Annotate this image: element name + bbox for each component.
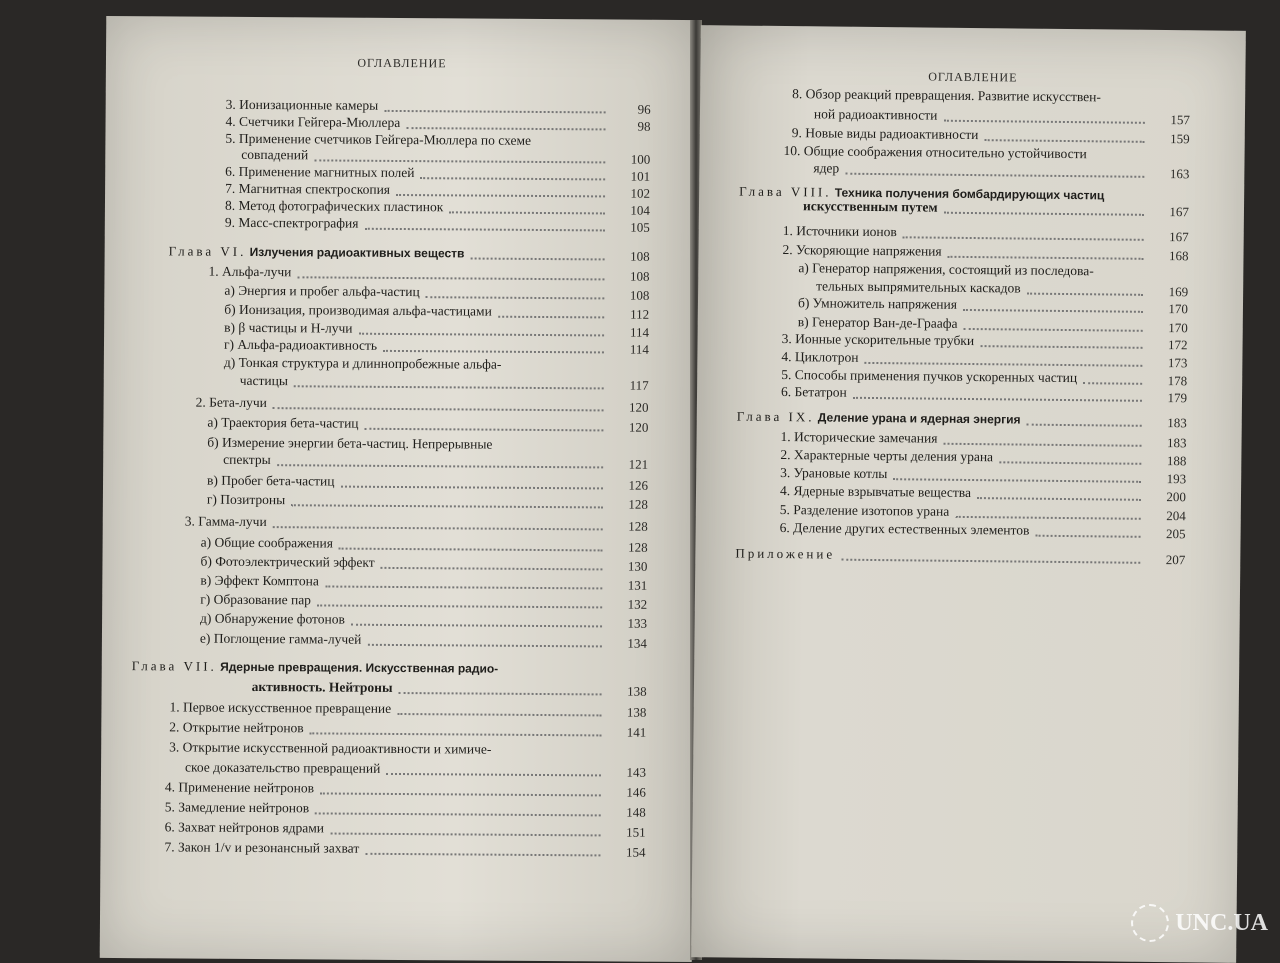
entry-title: е) Поглощение гамма-лучей (199, 630, 362, 647)
toc-entry (783, 223, 897, 240)
dot-leader (277, 464, 603, 468)
toc-entry (798, 295, 957, 313)
dot-leader (386, 773, 601, 776)
page-number: 183 (1166, 435, 1187, 451)
page-number: 134 (627, 635, 647, 651)
toc-entry (207, 415, 358, 432)
dot-leader (397, 713, 601, 716)
entry-title: 2. Ускоряющие напряжения (782, 242, 942, 259)
entry-title: 3. Гамма-лучи (184, 513, 267, 530)
entry-title: д) Обнаружение фотонов (200, 610, 345, 627)
page-number: 167 (1169, 229, 1189, 245)
toc-entry (252, 679, 393, 696)
toc-entry (798, 314, 958, 332)
entry-title: 3. Открытие искусственной радиоактивности и химиче- (169, 739, 492, 757)
entry-title: 2. Открытие нейтронов (169, 719, 304, 736)
chapter-heading (132, 658, 499, 677)
toc-entry (781, 367, 1077, 386)
page-number: 138 (626, 704, 647, 720)
chapter-title: Ядерные превращения. Искусственная радио- (220, 659, 499, 676)
toc-entry (224, 283, 419, 300)
toc-entry (200, 592, 311, 609)
dot-leader (314, 159, 605, 163)
entry-title: 5. Замедление нейтронов (164, 799, 310, 816)
entry-title: 6. Применение магнитных полей (225, 163, 415, 181)
entry-title: 7. Магнитная спектроскопия (225, 180, 391, 197)
entry-title: 2. Характерные черты деления урана (780, 447, 994, 465)
page-number: 128 (628, 539, 648, 555)
toc-entry (813, 160, 839, 176)
dot-leader (359, 333, 604, 337)
toc-entry (208, 264, 291, 281)
page-number: 157 (1170, 112, 1191, 128)
toc-entry (792, 125, 979, 143)
page-number: 128 (628, 518, 648, 534)
dot-leader (351, 624, 602, 628)
toc-entry (803, 198, 938, 215)
chapter-title: искусственным путем (802, 198, 938, 215)
entry-title: ское доказательство превращений (185, 759, 381, 776)
entry-title: тельных выпрямительных каскадов (816, 278, 1021, 296)
chapter-label: Глава VII. (131, 658, 217, 674)
entry-title: 4. Ядерные взрывчатые вещества (779, 483, 972, 501)
toc-entry (223, 452, 271, 468)
dot-leader (498, 316, 604, 319)
dot-leader (449, 211, 605, 214)
entry-title: 9. Новые виды радиоактивности (791, 125, 979, 143)
entry-title: 6. Деление других естественных элементов (779, 520, 1030, 538)
dot-leader (320, 792, 601, 796)
page-number: 170 (1168, 301, 1189, 317)
dot-leader (841, 559, 1140, 564)
entry-title: ядер (813, 160, 840, 176)
dot-leader (944, 120, 1145, 124)
page-number: 104 (630, 202, 651, 218)
dot-leader (853, 397, 1142, 402)
entry-title: 1. Источники ионов (782, 223, 897, 240)
page-number: 148 (626, 804, 646, 820)
page-number: 101 (630, 168, 651, 184)
chapter-title: Излучения радиоактивных веществ (249, 244, 465, 261)
entry-title: в) Эффект Комптона (200, 572, 319, 589)
dot-leader (1027, 293, 1143, 296)
toc-entry (781, 349, 858, 366)
page-number: 154 (625, 844, 646, 860)
dot-leader (383, 350, 604, 354)
page-number: 133 (627, 615, 648, 631)
toc-entry (226, 97, 379, 114)
entry-title: 10. Общие соображения относительно устойчивости (783, 143, 1087, 162)
page-number: 108 (629, 268, 650, 284)
entry-title: совпадений (241, 146, 309, 163)
chapter-title: Техника получения бомбардирующих частиц (834, 185, 1105, 203)
page-number: 112 (630, 306, 650, 322)
entry-title: частицы (239, 372, 289, 389)
entry-title: 3. Ионные ускорительные трубки (781, 331, 975, 349)
entry-title: в) β частицы и H-лучи (224, 319, 353, 336)
dot-leader (341, 486, 603, 490)
dot-leader (1027, 424, 1142, 427)
dot-leader (399, 692, 602, 695)
dot-leader (310, 732, 602, 736)
toc-entry (201, 535, 333, 552)
toc-entry (781, 429, 938, 447)
chapter-label: Глава VI. (168, 243, 247, 259)
toc-entry (814, 106, 938, 123)
entry-title: 7. Закон 1/v и резонансный захват (164, 839, 360, 856)
toc-entry (225, 164, 414, 181)
page-number: 138 (627, 683, 647, 699)
page-number: 172 (1167, 337, 1188, 353)
toc-entry (781, 384, 847, 401)
page-number: 200 (1166, 489, 1187, 505)
toc-entry (240, 373, 288, 389)
chapter-label: Глава VIII. (739, 183, 832, 200)
page-number: 143 (626, 764, 647, 780)
entry-title: 5. Способы применения пучков ускоренных частиц (781, 367, 1078, 386)
page-number: 188 (1166, 453, 1187, 469)
entry-title: 4. Применение нейтронов (164, 779, 315, 796)
page-number: 128 (628, 496, 648, 512)
toc-entry (224, 302, 492, 320)
dot-leader (365, 853, 600, 857)
toc-entry (164, 839, 359, 856)
dot-leader (365, 428, 604, 432)
toc-entry (185, 760, 380, 777)
dot-leader (364, 228, 604, 232)
page-number: 207 (1165, 552, 1186, 568)
entry-title: 6. Бетатрон (780, 384, 847, 400)
toc-entry (196, 395, 267, 411)
right-page (691, 25, 1246, 963)
page-number: 193 (1166, 471, 1187, 487)
page-number: 173 (1167, 355, 1188, 371)
dot-leader (325, 585, 602, 589)
dot-leader (367, 644, 601, 648)
toc-entry (169, 739, 491, 757)
entry-title: 4. Циклотрон (781, 349, 859, 365)
entry-title: а) Генератор напряжения, состоящий из последова- (798, 260, 1094, 279)
entry-title: 1. Альфа-лучи (208, 263, 292, 280)
toc-entry (780, 447, 993, 465)
toc-entry (798, 260, 1094, 279)
entry-title: 9. Масс-спектрография (224, 214, 359, 231)
toc-entry (200, 631, 362, 648)
page-number: 183 (1167, 415, 1187, 431)
toc-entry (225, 215, 359, 232)
dot-leader (963, 309, 1143, 313)
dot-leader (865, 362, 1143, 367)
chapter-heading (169, 243, 465, 261)
chapter-label: Приложение (735, 545, 836, 562)
page-number: 100 (630, 151, 651, 167)
entry-title: 1. Исторические замечания (780, 429, 938, 446)
page-number: 98 (637, 118, 651, 134)
dot-leader (948, 256, 1144, 260)
entry-title: 3. Ионизационные камеры (225, 96, 379, 113)
entry-title: б) Фотоэлектрический эффект (200, 553, 375, 570)
dot-leader (1083, 382, 1142, 385)
left-page (100, 16, 699, 962)
sun-logo-icon (1131, 904, 1169, 942)
entry-title: г) Образование пар (200, 591, 312, 608)
toc-entry (169, 719, 303, 736)
toc-entry (225, 181, 390, 198)
entry-title: спектры (223, 451, 271, 468)
page-number: 159 (1170, 131, 1190, 147)
entry-title: а) Траектория бета-частиц (207, 414, 359, 431)
dot-leader (999, 461, 1141, 464)
toc-entry (207, 492, 285, 509)
toc-entry (782, 242, 941, 260)
page-number: 114 (629, 341, 650, 357)
dot-leader (426, 296, 605, 299)
entry-title: б) Ионизация, производимая альфа-частицами (224, 301, 492, 319)
dot-leader (977, 497, 1141, 501)
toc-entry (165, 819, 325, 836)
page-number: 146 (626, 784, 646, 800)
page-number: 179 (1167, 390, 1188, 406)
dot-leader (396, 194, 605, 197)
dot-leader (984, 139, 1144, 143)
dot-leader (421, 177, 606, 180)
dot-leader (297, 276, 604, 280)
dot-leader (273, 526, 603, 530)
entry-title: в) Пробег бета-частиц (207, 472, 335, 489)
dot-leader (406, 127, 605, 130)
watermark (1131, 904, 1268, 942)
page-number: 163 (1169, 166, 1190, 182)
entry-title: 1. Первое искусственное превращение (169, 699, 392, 716)
page-number: 102 (630, 185, 651, 201)
toc-entry (780, 483, 971, 501)
left-header: ОГЛАВЛЕНИЕ (357, 55, 447, 71)
page-number: 121 (628, 456, 649, 472)
dot-leader (845, 173, 1144, 178)
page-number: 108 (629, 287, 650, 303)
page-number: 117 (629, 377, 649, 393)
dot-leader (1035, 535, 1140, 538)
entry-title: 2. Бета-лучи (195, 394, 267, 411)
chapter-heading (737, 409, 1021, 428)
entry-title: 6. Захват нейтронов ядрами (164, 819, 325, 836)
dot-leader (894, 478, 1142, 483)
page-number: 205 (1166, 526, 1186, 542)
entry-title: 5. Разделение изотопов урана (779, 502, 950, 519)
toc-entry (224, 320, 353, 337)
entry-title: а) Общие соображения (200, 534, 334, 551)
toc-entry (200, 554, 374, 571)
chapter-title: Деление урана и ядерная энергия (817, 410, 1021, 427)
dot-leader (294, 385, 604, 389)
page-number: 126 (628, 477, 649, 493)
toc-entry (241, 147, 308, 163)
entry-title: б) Умножитель напряжения (797, 295, 958, 312)
toc-entry (224, 337, 377, 354)
dot-leader (339, 548, 603, 552)
page-number: 131 (627, 577, 648, 593)
entry-title: а) Энергия и пробег альфа-частиц (224, 282, 420, 300)
page-number: 168 (1168, 248, 1189, 264)
entry-title: 5. Применение счетчиков Гейгера-Мюллера по схеме (225, 130, 532, 148)
page-number: 108 (630, 248, 650, 264)
entry-title: д) Тонкая структура и длиннопробежные альфа- (223, 354, 502, 372)
entry-title: 4. Счетчики Гейгера-Мюллера (225, 113, 401, 130)
toc-entry (783, 143, 1086, 162)
chapter-heading (735, 546, 835, 563)
dot-leader (315, 812, 601, 816)
dot-leader (273, 407, 604, 411)
entry-title: г) Позитроны (206, 491, 286, 508)
page-number: 120 (629, 399, 649, 415)
toc-entry (780, 502, 950, 520)
entry-title: 8. Метод фотографических пластинок (224, 197, 444, 215)
dot-leader (944, 443, 1142, 447)
dot-leader (381, 567, 603, 571)
dot-leader (944, 212, 1144, 216)
page-number: 170 (1168, 320, 1188, 336)
dot-leader (384, 110, 605, 114)
toc-entry (224, 355, 502, 373)
toc-entry (185, 514, 267, 531)
page-number: 204 (1166, 508, 1186, 524)
dot-leader (317, 604, 602, 608)
entry-title: ной радиоактивности (813, 106, 938, 123)
watermark-text: UNC.UA (1175, 909, 1268, 936)
toc-entry (165, 779, 314, 796)
dot-leader (980, 345, 1142, 349)
page-number: 114 (630, 324, 650, 340)
toc-entry (816, 278, 1021, 296)
dot-leader (330, 833, 600, 837)
entry-title: б) Измерение энергии бета-частиц. Непрерывные (207, 434, 493, 452)
toc-entry (782, 331, 975, 349)
page-number: 151 (626, 824, 646, 840)
toc-entry (226, 114, 401, 131)
page-number: 178 (1167, 373, 1188, 389)
entry-title: 3. Урановые котлы (780, 465, 888, 482)
entry-title: г) Альфа-радиоактивность (223, 336, 378, 353)
toc-entry (169, 699, 391, 717)
toc-entry (165, 799, 309, 816)
entry-title: 8. Обзор реакций превращения. Развитие искусствен- (792, 86, 1102, 105)
chapter-title: активность. Нейтроны (251, 678, 393, 695)
chapter-label: Глава IX. (736, 408, 815, 425)
toc-entry (200, 573, 319, 590)
dot-leader (964, 328, 1143, 332)
toc-entry (792, 86, 1101, 105)
right-header: ОГЛАВЛЕНИЕ (928, 69, 1018, 85)
toc-entry (225, 198, 443, 216)
dot-leader (955, 516, 1140, 520)
page-number: 169 (1168, 284, 1189, 300)
toc-entry (207, 473, 335, 490)
page-number: 141 (626, 724, 647, 740)
entry-title: в) Генератор Ван-де-Граафа (797, 314, 958, 331)
page-number: 105 (630, 219, 650, 235)
page-number: 132 (627, 596, 648, 612)
toc-entry (780, 465, 887, 482)
toc-entry (780, 520, 1030, 539)
toc-entry (200, 611, 345, 628)
toc-entry (207, 435, 492, 453)
page-number: 120 (628, 419, 649, 435)
dot-leader (291, 504, 603, 508)
page-number: 130 (627, 558, 648, 574)
dot-leader (903, 236, 1144, 241)
dot-leader (470, 257, 604, 260)
page-number: 167 (1169, 204, 1190, 220)
page-number: 96 (637, 101, 651, 117)
